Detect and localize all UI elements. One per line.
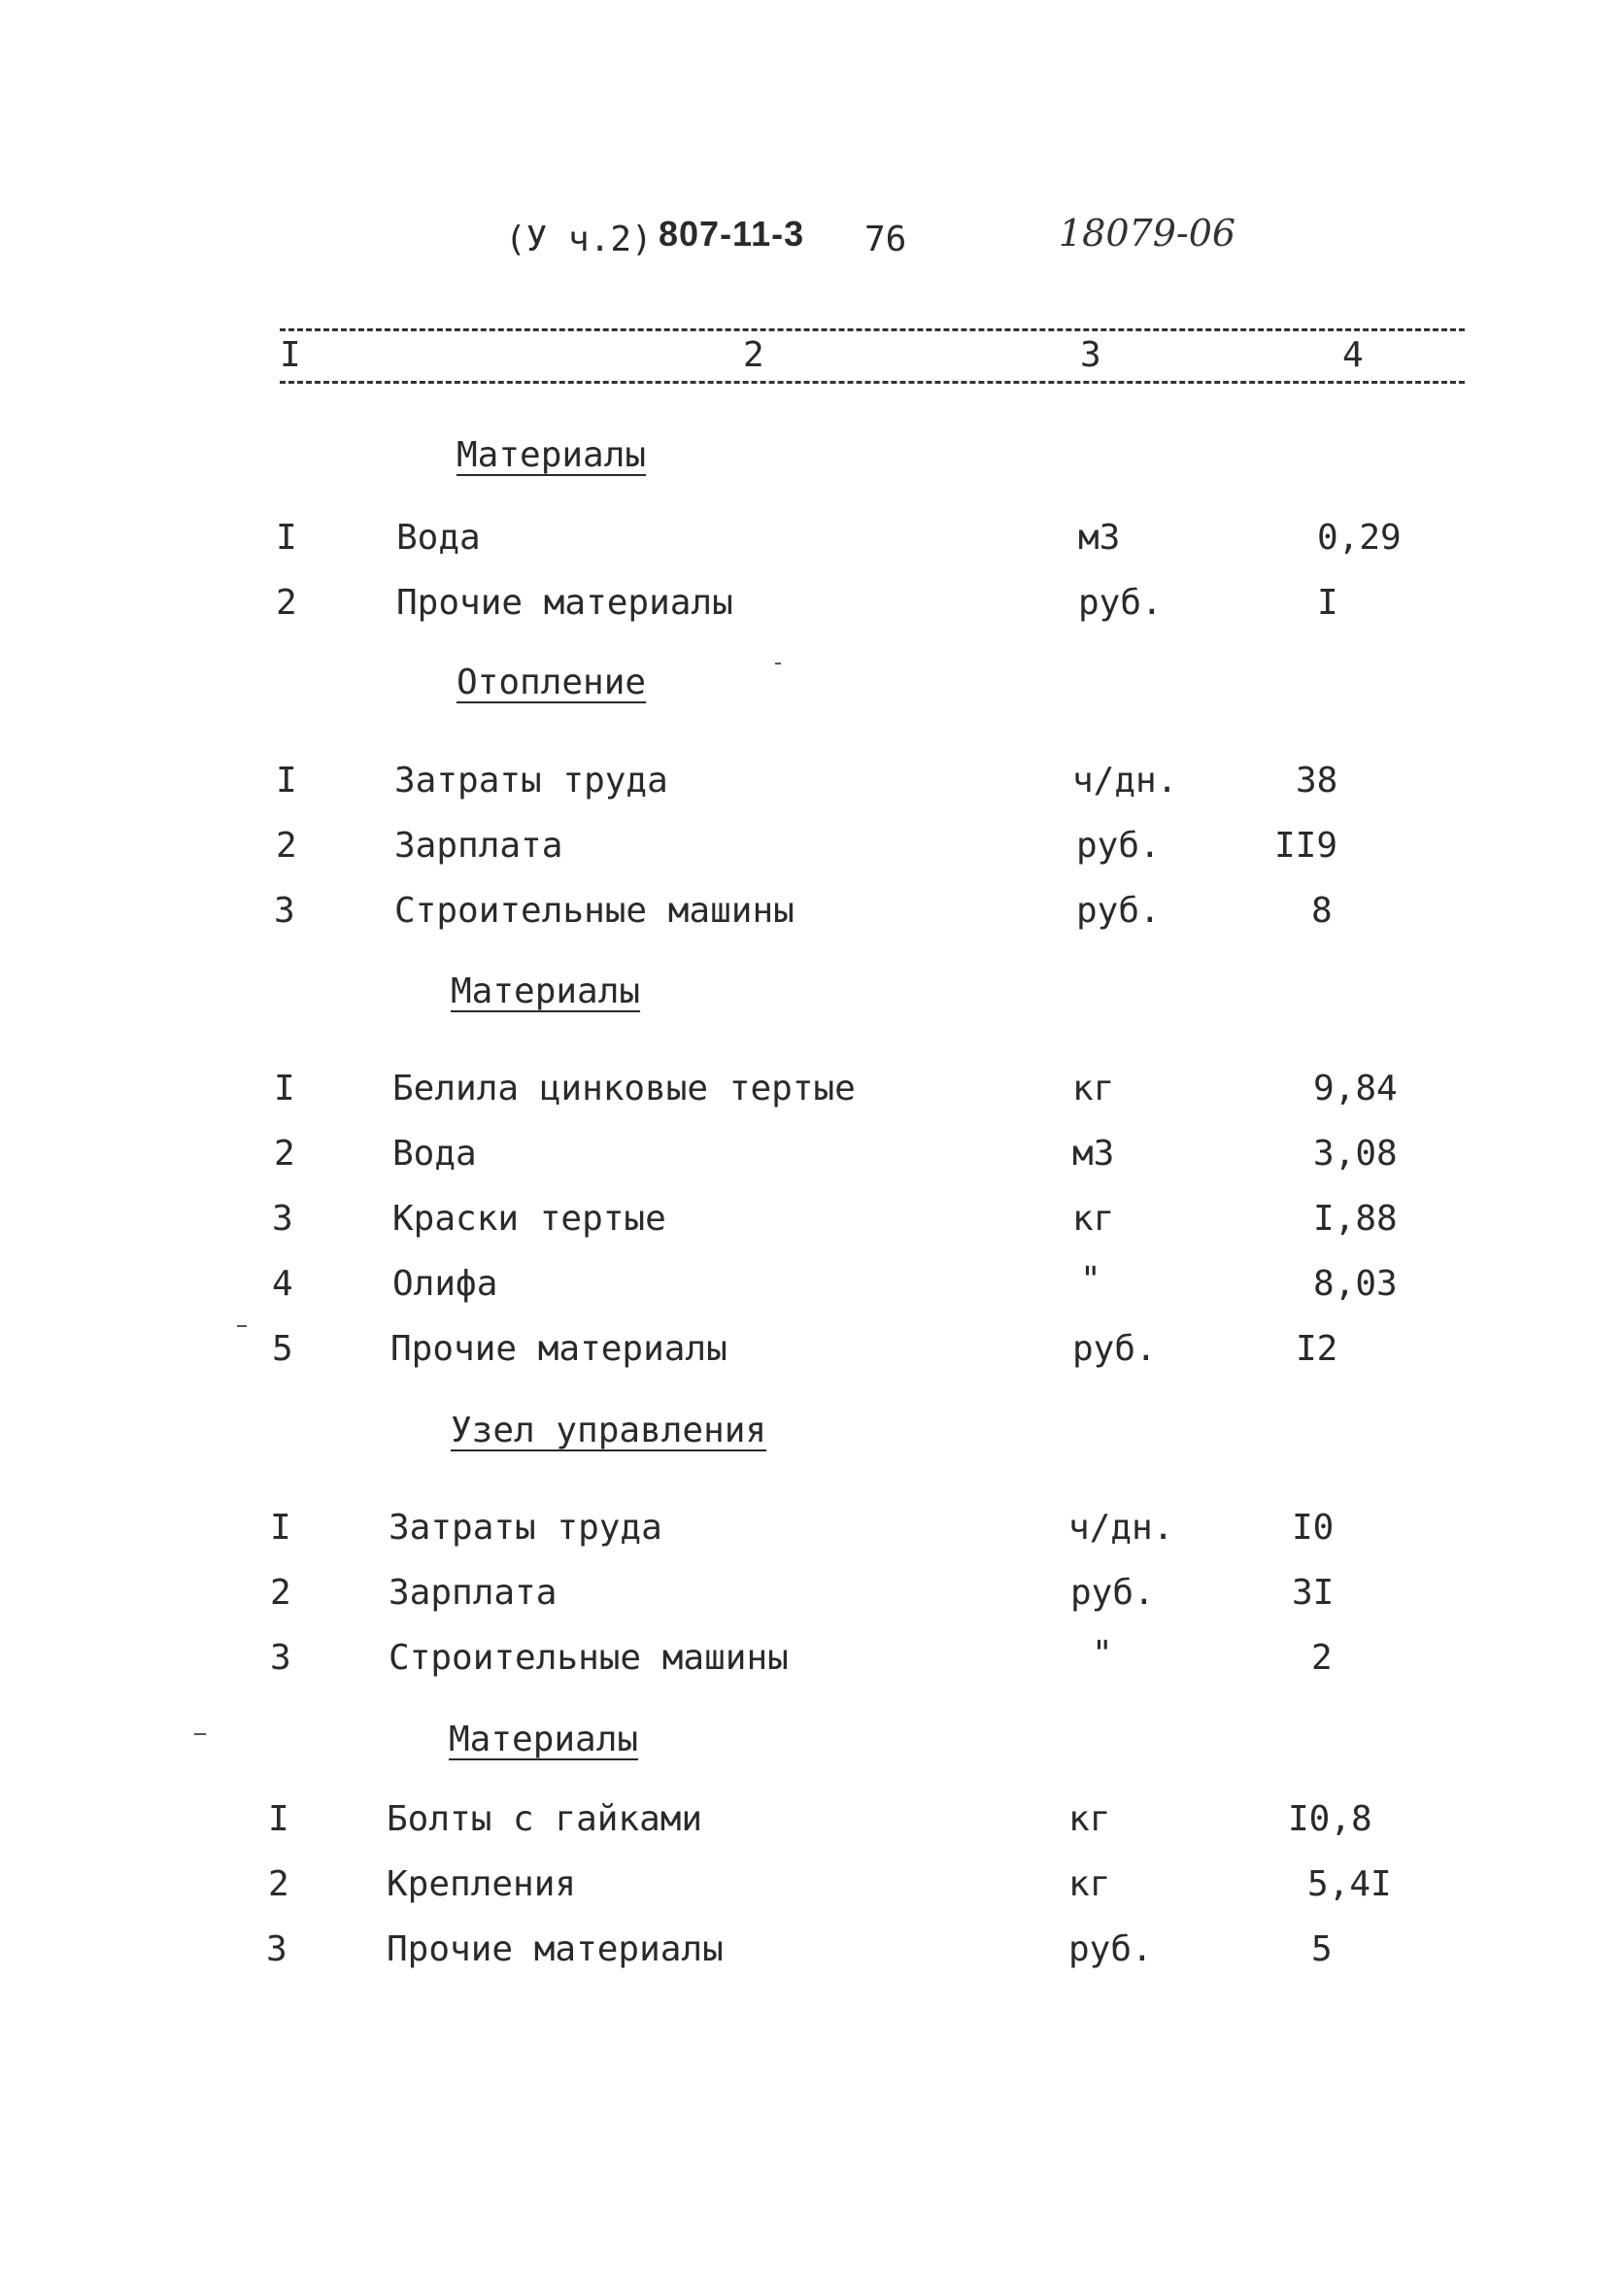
row-value: 5,4I [1307,1864,1392,1904]
row-name: Строительные машины [394,891,795,931]
row-unit: ч/дн. [1072,761,1178,801]
row-number: 5 [272,1329,293,1369]
table-top-rule [280,328,1465,331]
row-number: I [276,761,297,801]
row-name: Вода [392,1134,477,1174]
row-name: Белила цинковые тертые [392,1069,856,1108]
row-value: 8 [1311,891,1333,931]
row-value: II9 [1274,826,1338,866]
row-number: 2 [276,826,297,866]
row-number: 4 [272,1264,293,1304]
row-value: I [1317,583,1338,623]
header-ref: (У ч.2) [505,220,653,259]
table-header-rule [280,381,1465,384]
row-number: 2 [276,583,297,623]
section-title: Материалы [449,1720,639,1759]
column-number-1: I [280,335,301,375]
row-name: Прочие материалы [387,1929,724,1969]
row-value: I2 [1296,1329,1338,1369]
column-number-2: 2 [743,335,764,375]
row-unit: ч/дн. [1068,1508,1174,1548]
scan-mark [775,663,781,665]
row-number: 3 [274,891,295,931]
row-number: 3 [270,1638,291,1678]
row-value: 3,08 [1313,1134,1398,1174]
row-number: 2 [274,1134,295,1174]
page-number: 76 [864,220,907,259]
row-number: 3 [272,1199,293,1239]
row-unit: руб. [1078,583,1163,623]
section-title: Отопление [457,663,647,702]
row-unit: руб. [1076,891,1161,931]
section-title: Материалы [457,435,647,475]
row-name: Болты с гайками [387,1799,703,1839]
section-title: Материалы [451,972,641,1011]
row-unit: руб. [1068,1929,1153,1969]
doc-number: 807-11-3 [659,214,805,254]
row-name: Затраты труда [394,761,668,801]
row-value: 2 [1311,1638,1333,1678]
row-name: Прочие материалы [396,583,733,623]
row-value: I,88 [1313,1199,1398,1239]
scan-mark [194,1733,206,1735]
row-unit-ditto: " [1092,1634,1113,1674]
row-name: Краски тертые [392,1199,666,1239]
row-unit: м3 [1078,518,1121,558]
row-name: Прочие материалы [390,1329,727,1369]
column-number-3: 3 [1080,335,1101,375]
row-value: 9,84 [1313,1069,1398,1108]
scan-mark [237,1325,247,1327]
row-unit: кг [1072,1069,1115,1108]
row-name: Олифа [392,1264,498,1304]
row-value: 3I [1292,1573,1335,1613]
row-number: 3 [266,1929,288,1969]
column-number-4: 4 [1342,335,1364,375]
row-value: 8,03 [1313,1264,1398,1304]
row-value: 38 [1296,761,1338,801]
row-value: I0 [1292,1508,1335,1548]
row-unit: кг [1068,1799,1111,1839]
row-unit: кг [1068,1864,1111,1904]
row-value: I0,8 [1288,1799,1372,1839]
row-unit: руб. [1070,1573,1155,1613]
row-number: I [274,1069,295,1108]
handwritten-number: 18079-06 [1059,212,1236,255]
row-number: 2 [270,1573,291,1613]
row-number: I [268,1799,289,1839]
section-title: Узел управления [451,1411,767,1450]
row-name: Строительные машины [389,1638,789,1678]
row-name: Зарплата [389,1573,558,1613]
row-unit: м3 [1072,1134,1115,1174]
row-unit-ditto: " [1080,1260,1101,1300]
row-number: 2 [268,1864,289,1904]
row-unit: руб. [1072,1329,1157,1369]
row-name: Крепления [387,1864,577,1904]
row-value: 5 [1311,1929,1333,1969]
row-unit: руб. [1076,826,1161,866]
row-number: I [270,1508,291,1548]
row-name: Зарплата [394,826,563,866]
row-name: Затраты труда [389,1508,662,1548]
row-name: Вода [396,518,481,558]
row-unit: кг [1072,1199,1115,1239]
row-value: 0,29 [1317,518,1402,558]
row-number: I [276,518,297,558]
